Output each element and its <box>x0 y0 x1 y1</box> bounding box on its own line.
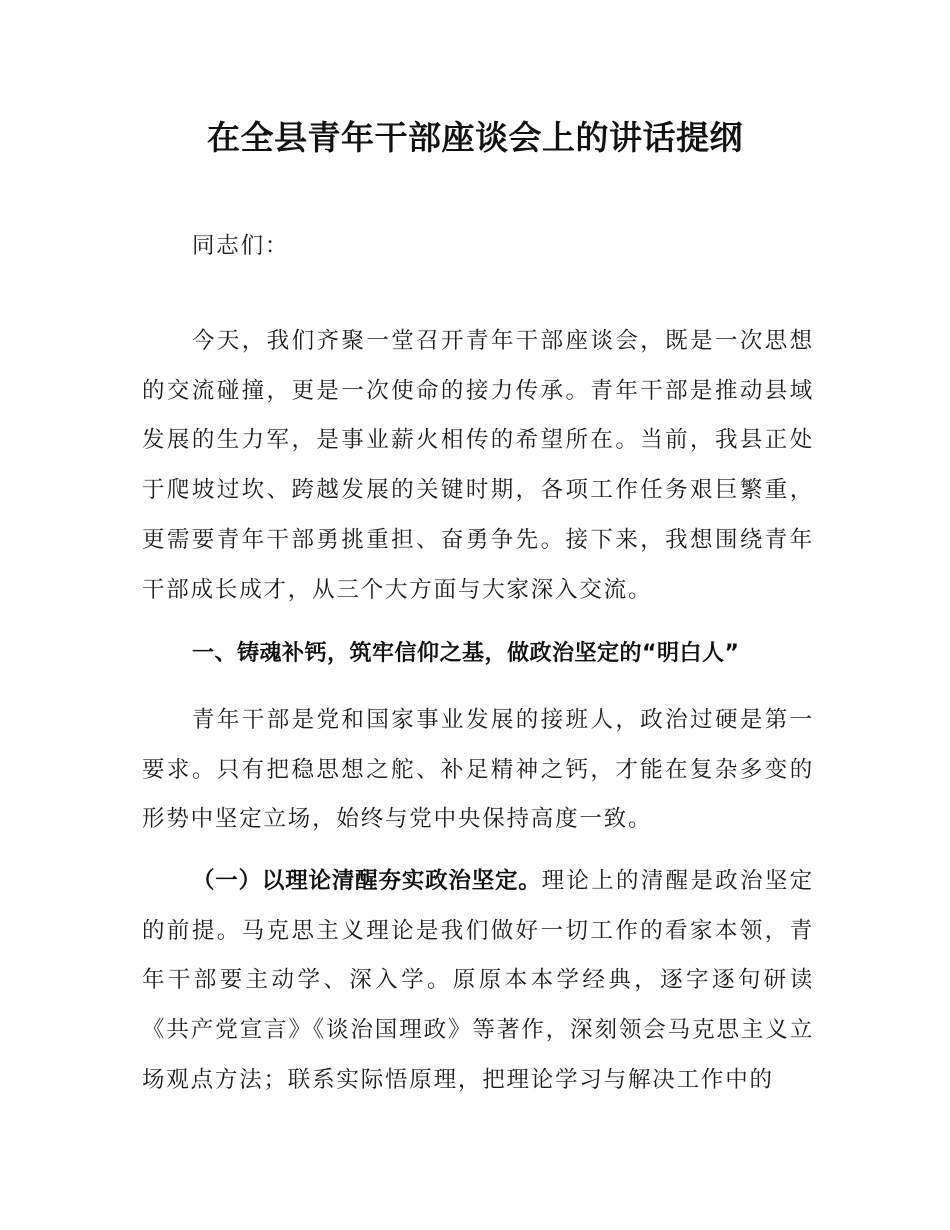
section-1-paragraph: 青年干部是党和国家事业发展的接班人，政治过硬是第一要求。只有把稳思想之舵、补足精神之钙，才能在复杂多变的形势中坚定立场，始终与党中央保持高度一致。 <box>142 707 814 833</box>
document-title: 在全县青年干部座谈会上的讲话提纲 <box>207 118 743 157</box>
intro-paragraph: 今天，我们齐聚一堂召开青年干部座谈会，既是一次思想的交流碰撞，更是一次使命的接力传承。青年干部是推动县域发展的生力军，是事业薪火相传的希望所在。当前，我县正处于爬坡过坎、跨越发展的关键时期，各项工作任务艰巨繁重，更需要青年干部勇挑重担、奋勇争先。接下来，我想围绕青年干部成长成才，从三个大方面与大家深入交流。 <box>142 328 814 603</box>
subsection-1-paragraph <box>142 857 814 1106</box>
greeting: 同志们： <box>192 233 290 259</box>
subsection-1-lead: （一）以理论清醒夯实政治坚定。 <box>192 868 542 894</box>
section-heading-1: 一、铸魂补钙，筑牢信仰之基，做政治坚定的“明白人” <box>192 641 740 666</box>
subsection-1-text: 理论上的清醒是政治坚定的前提。马克思主义理论是我们做好一切工作的看家本领，青年干部要主动学、深入学。原原本本学经典，逐字逐句研读《共产党宣言》《谈治国理政》等著作，深刻领会马克思主义立场观点方法；联系实际悟原理，把理论学习与解决工作中的 <box>142 868 814 1093</box>
